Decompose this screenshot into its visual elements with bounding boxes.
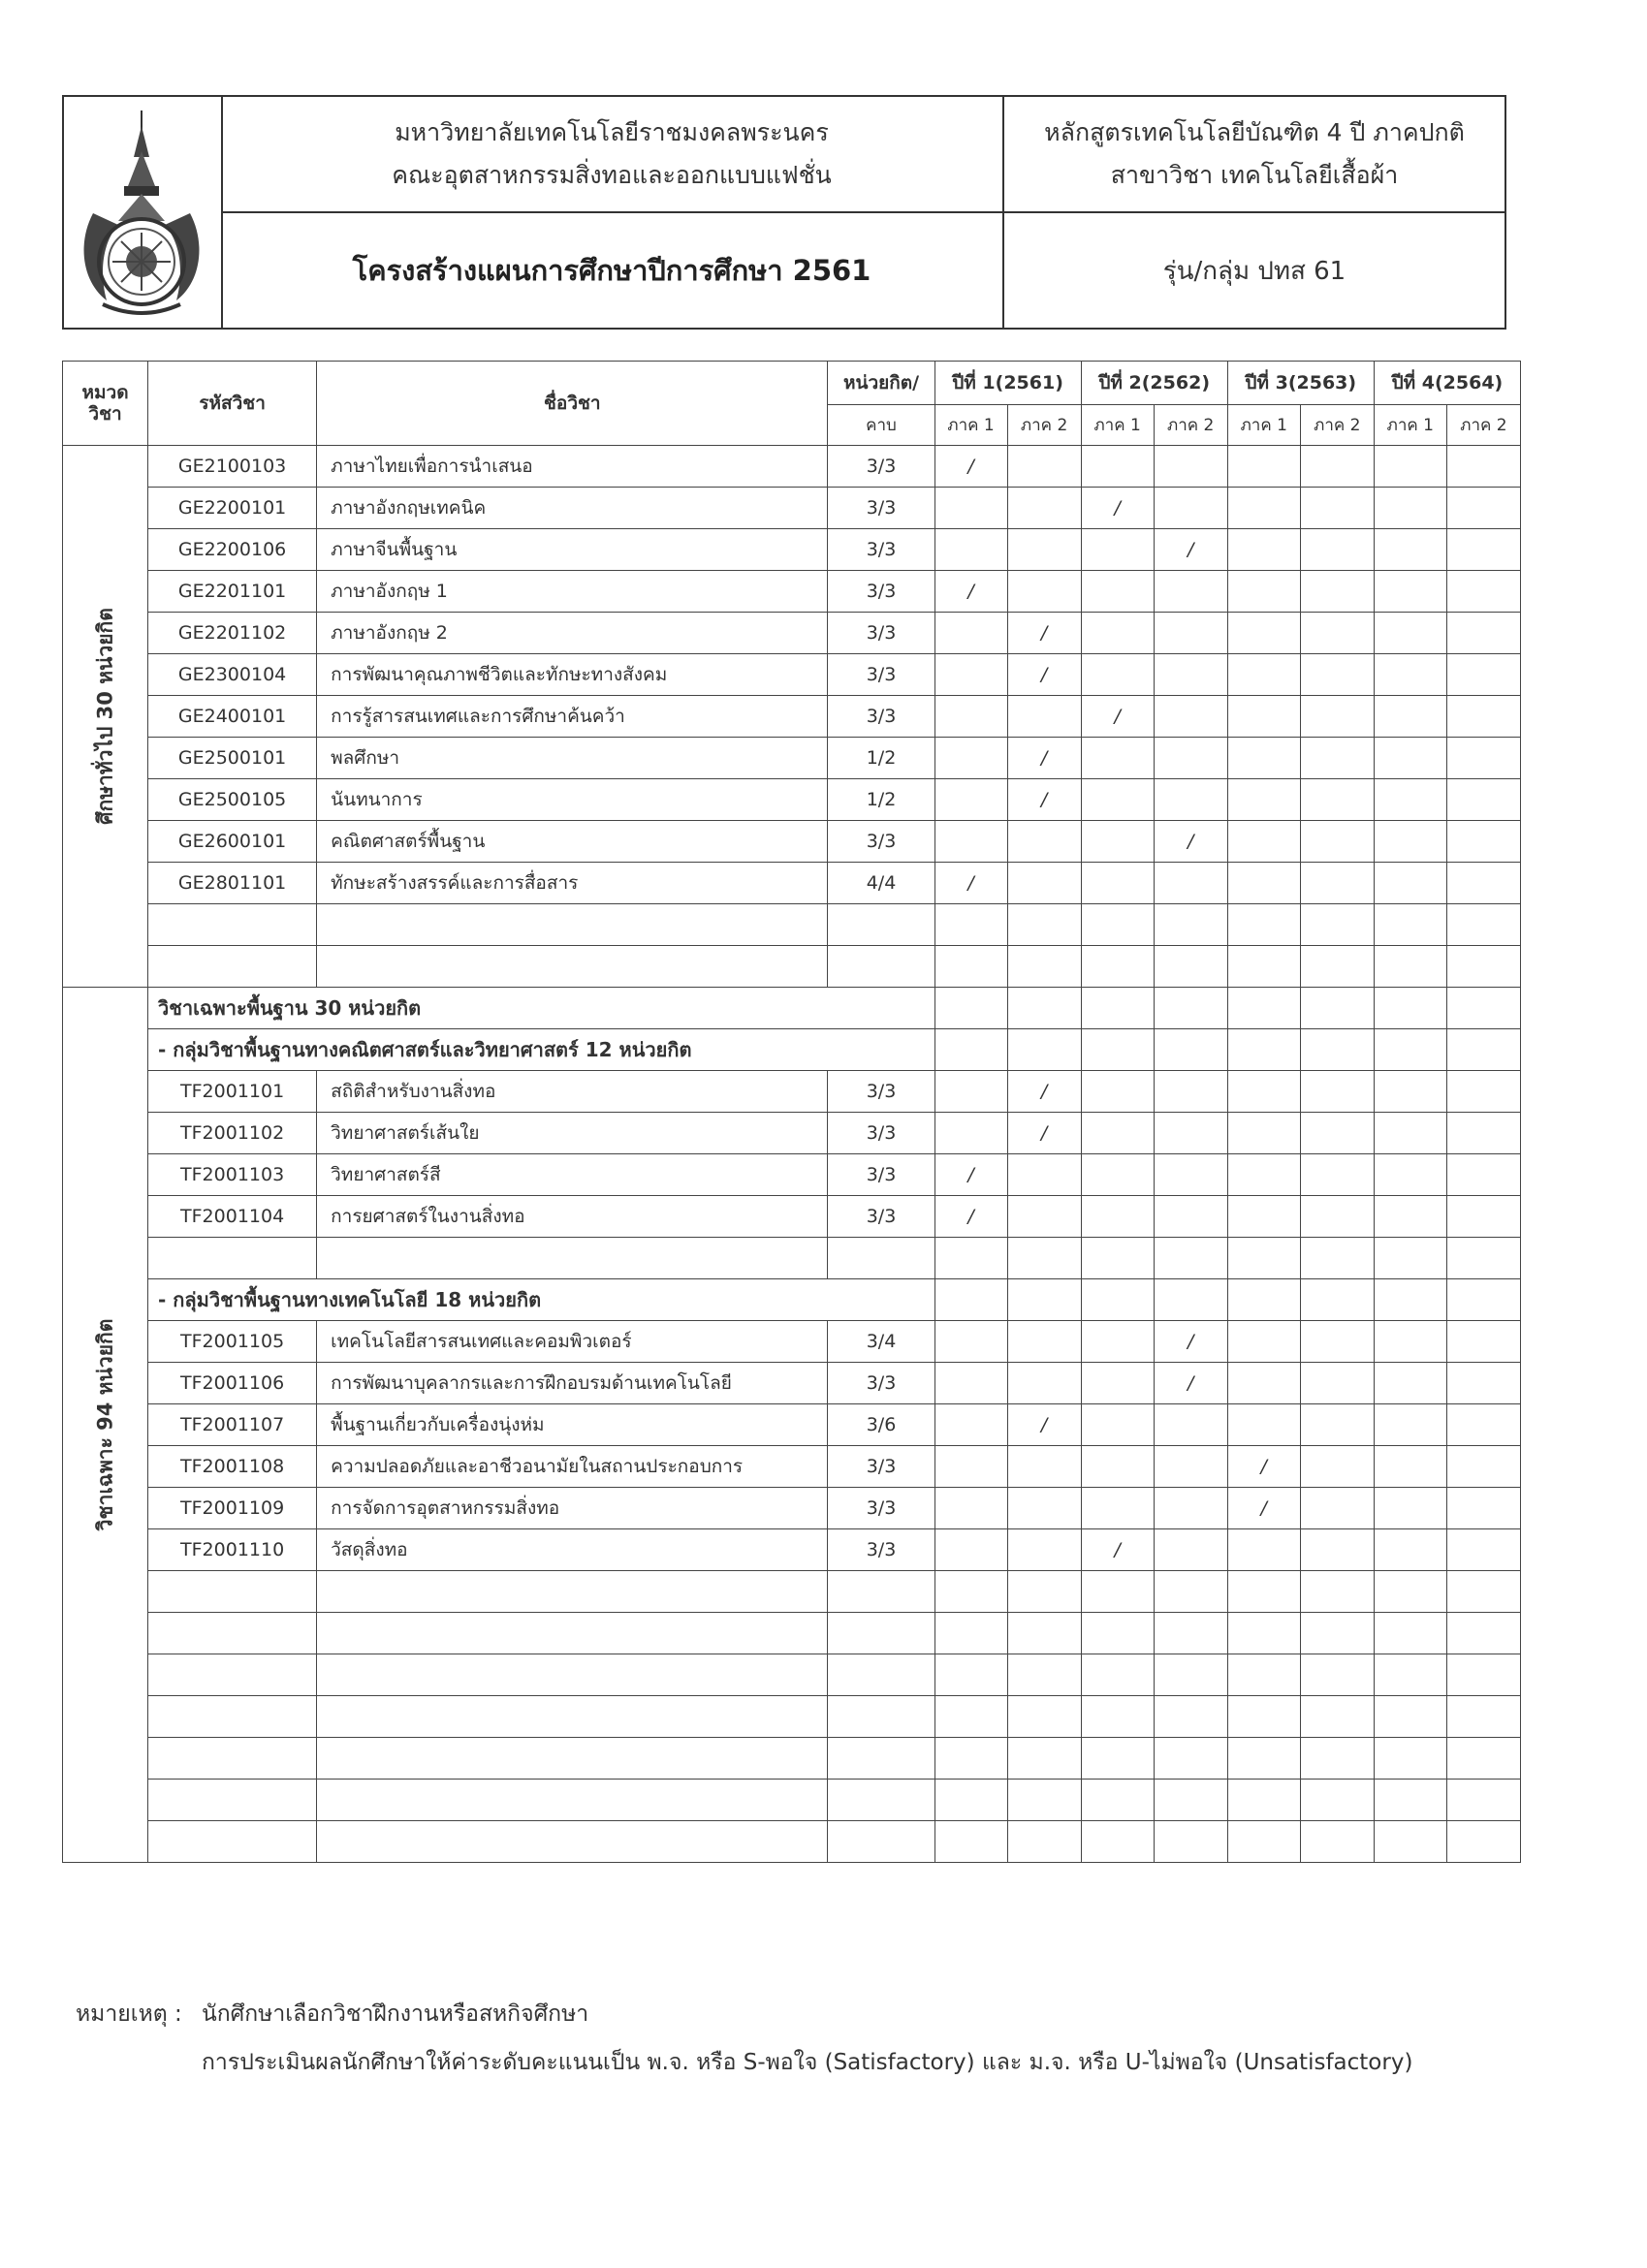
table-row xyxy=(63,738,1521,779)
course-name: นันทนาการ xyxy=(317,779,828,821)
plan-title: โครงสร้างแผนการศึกษาปีการศึกษา 2561 xyxy=(352,254,871,287)
course-code: TF2001102 xyxy=(148,1113,317,1154)
empty-row xyxy=(63,1571,1521,1613)
credit-header: หน่วยกิต/ xyxy=(828,362,934,405)
course-name: วัสดุสิ่งทอ xyxy=(317,1529,828,1571)
empty-row xyxy=(63,1738,1521,1780)
course-credit: 3/3 xyxy=(828,613,934,654)
group-row xyxy=(63,1279,1521,1321)
course-code: TF2001108 xyxy=(148,1446,317,1488)
course-code: GE2100103 xyxy=(148,446,317,488)
course-name: วิทยาศาสตร์เส้นใย xyxy=(317,1113,828,1154)
general-category-label: ศึกษาทั่วไป 30 หน่วยกิต xyxy=(93,608,117,825)
program-block xyxy=(1004,97,1504,213)
empty-row xyxy=(63,946,1521,988)
course-code: GE2300104 xyxy=(148,654,317,696)
term-header: ภาค 1 xyxy=(1227,405,1300,446)
course-credit: 3/3 xyxy=(828,821,934,863)
table-row xyxy=(63,1321,1521,1363)
course-name: ภาษาอังกฤษเทคนิค xyxy=(317,488,828,529)
course-name: การพัฒนาคุณภาพชีวิตและทักษะทางสังคม xyxy=(317,654,828,696)
term-mark: / xyxy=(1007,738,1081,779)
term-header: ภาค 2 xyxy=(1446,405,1520,446)
empty-row xyxy=(63,1613,1521,1654)
group-title: - กลุ่มวิชาพื้นฐานทางคณิตศาสตร์และวิทยาศาสตร์ 12 หน่วยกิต xyxy=(148,1029,934,1071)
course-name: ความปลอดภัยและอาชีวอนามัยในสถานประกอบการ xyxy=(317,1446,828,1488)
table-row xyxy=(63,779,1521,821)
term-mark: / xyxy=(934,446,1007,488)
term-header: ภาค 1 xyxy=(1374,405,1446,446)
term-mark: / xyxy=(934,863,1007,904)
course-code: GE2201101 xyxy=(148,571,317,613)
term-mark: / xyxy=(1081,488,1154,529)
course-credit: 3/3 xyxy=(828,1154,934,1196)
empty-row xyxy=(63,1780,1521,1821)
term-mark: / xyxy=(934,1196,1007,1238)
term-mark: / xyxy=(934,1154,1007,1196)
course-credit: 3/3 xyxy=(828,1113,934,1154)
course-code: GE2200106 xyxy=(148,529,317,571)
plan-title-cell xyxy=(221,213,1004,328)
course-credit: 3/3 xyxy=(828,696,934,738)
term-mark: / xyxy=(1007,1113,1081,1154)
course-code: TF2001101 xyxy=(148,1071,317,1113)
major-name: สาขาวิชา เทคโนโลยีเสื้อผ้า xyxy=(1110,161,1399,189)
course-code: GE2600101 xyxy=(148,821,317,863)
name-header: ชื่อวิชา xyxy=(317,362,828,446)
course-code: GE2500105 xyxy=(148,779,317,821)
group-title: - กลุ่มวิชาพื้นฐานทางเทคโนโลยี 18 หน่วยกิต xyxy=(148,1279,934,1321)
table-row xyxy=(63,863,1521,904)
table-row xyxy=(63,571,1521,613)
term-header: ภาค 1 xyxy=(1081,405,1154,446)
course-credit: 3/3 xyxy=(828,1488,934,1529)
section-row xyxy=(63,988,1521,1029)
table-row xyxy=(63,1529,1521,1571)
course-credit: 1/2 xyxy=(828,779,934,821)
university-name: มหาวิทยาลัยเทคโนโลยีราชมงคลพระนคร xyxy=(395,118,829,146)
course-credit: 3/3 xyxy=(828,529,934,571)
course-code: GE2400101 xyxy=(148,696,317,738)
empty-row xyxy=(63,1696,1521,1738)
term-mark: / xyxy=(1007,1071,1081,1113)
note-text-2: การประเมินผลนักศึกษาให้ค่าระดับคะแนนเป็น พ.จ. หรือ S-พอใจ (Satisfactory) และ ม.จ. หรือ U-ไม่พอใจ (Unsatisfactory) xyxy=(202,2050,1413,2075)
course-credit: 3/3 xyxy=(828,654,934,696)
document-header xyxy=(62,95,1506,330)
year-3-header: ปีที่ 3(2563) xyxy=(1227,362,1374,405)
table-row xyxy=(63,1113,1521,1154)
empty-row xyxy=(63,1821,1521,1863)
table-row xyxy=(63,1363,1521,1404)
term-header: ภาค 1 xyxy=(934,405,1007,446)
year-4-header: ปีที่ 4(2564) xyxy=(1374,362,1520,405)
course-name: การพัฒนาบุคลากรและการฝึกอบรมด้านเทคโนโลยี xyxy=(317,1363,828,1404)
table-row xyxy=(63,488,1521,529)
university-logo-cell xyxy=(64,97,223,328)
course-code: TF2001106 xyxy=(148,1363,317,1404)
note-line-1 xyxy=(76,1997,588,2032)
general-category-cell xyxy=(63,446,148,988)
course-name: วิทยาศาสตร์สี xyxy=(317,1154,828,1196)
course-name: ทักษะสร้างสรรค์และการสื่อสาร xyxy=(317,863,828,904)
specific-category-cell xyxy=(63,988,148,1863)
table-row xyxy=(63,1071,1521,1113)
term-mark: / xyxy=(1154,821,1227,863)
empty-row xyxy=(63,1238,1521,1279)
course-name: ภาษาไทยเพื่อการนำเสนอ xyxy=(317,446,828,488)
term-mark: / xyxy=(1081,696,1154,738)
category-header: หมวด วิชา xyxy=(63,362,148,446)
term-mark: / xyxy=(1081,1529,1154,1571)
table-row xyxy=(63,1446,1521,1488)
group-cell xyxy=(1004,213,1504,328)
term-mark: / xyxy=(1154,529,1227,571)
term-mark: / xyxy=(1227,1488,1300,1529)
year-2-header: ปีที่ 2(2562) xyxy=(1081,362,1227,405)
course-name: การยศาสตร์ในงานสิ่งทอ xyxy=(317,1196,828,1238)
course-credit: 3/3 xyxy=(828,571,934,613)
section-title: วิชาเฉพาะพื้นฐาน 30 หน่วยกิต xyxy=(148,988,934,1029)
term-mark: / xyxy=(1154,1321,1227,1363)
course-name: ภาษาอังกฤษ 1 xyxy=(317,571,828,613)
group-row xyxy=(63,1029,1521,1071)
course-credit: 3/3 xyxy=(828,1446,934,1488)
table-row xyxy=(63,1196,1521,1238)
faculty-name: คณะอุตสาหกรรมสิ่งทอและออกแบบแฟชั่น xyxy=(392,161,832,189)
term-header: ภาค 2 xyxy=(1007,405,1081,446)
notes-label: หมายเหตุ : xyxy=(76,2001,182,2027)
course-credit: 3/3 xyxy=(828,446,934,488)
table-row xyxy=(63,654,1521,696)
table-row xyxy=(63,1404,1521,1446)
note-text-1: นักศึกษาเลือกวิชาฝึกงานหรือสหกิจศึกษา xyxy=(202,2001,589,2027)
table-row xyxy=(63,613,1521,654)
term-header: ภาค 2 xyxy=(1154,405,1227,446)
course-name: การรู้สารสนเทศและการศึกษาค้นคว้า xyxy=(317,696,828,738)
term-mark: / xyxy=(1007,613,1081,654)
table-row xyxy=(63,1488,1521,1529)
empty-row xyxy=(63,1654,1521,1696)
term-mark: / xyxy=(1007,654,1081,696)
table-row xyxy=(63,446,1521,488)
course-code: TF2001104 xyxy=(148,1196,317,1238)
year-1-header: ปีที่ 1(2561) xyxy=(934,362,1081,405)
term-mark: / xyxy=(1007,1404,1081,1446)
course-credit: 3/3 xyxy=(828,488,934,529)
term-mark: / xyxy=(1154,1363,1227,1404)
course-credit: 3/3 xyxy=(828,1071,934,1113)
course-credit: 3/4 xyxy=(828,1321,934,1363)
course-credit: 3/6 xyxy=(828,1404,934,1446)
term-mark: / xyxy=(1007,779,1081,821)
period-header: คาบ xyxy=(828,405,934,446)
course-name: คณิตศาสตร์พื้นฐาน xyxy=(317,821,828,863)
course-code: TF2001107 xyxy=(148,1404,317,1446)
program-name: หลักสูตรเทคโนโลยีบัณฑิต 4 ปี ภาคปกติ xyxy=(1044,118,1465,146)
course-name: ภาษาจีนพื้นฐาน xyxy=(317,529,828,571)
table-row xyxy=(63,821,1521,863)
table-row xyxy=(63,1154,1521,1196)
term-mark: / xyxy=(934,571,1007,613)
empty-row xyxy=(63,904,1521,946)
code-header: รหัสวิชา xyxy=(148,362,317,446)
table-row xyxy=(63,696,1521,738)
course-credit: 3/3 xyxy=(828,1196,934,1238)
course-code: TF2001109 xyxy=(148,1488,317,1529)
university-emblem-icon xyxy=(64,97,219,328)
term-header: ภาค 2 xyxy=(1300,405,1374,446)
course-name: การจัดการอุตสาหกรรมสิ่งทอ xyxy=(317,1488,828,1529)
term-mark: / xyxy=(1227,1446,1300,1488)
course-name: สถิติสำหรับงานสิ่งทอ xyxy=(317,1071,828,1113)
course-credit: 4/4 xyxy=(828,863,934,904)
course-credit: 3/3 xyxy=(828,1529,934,1571)
table-row xyxy=(63,529,1521,571)
course-code: GE2201102 xyxy=(148,613,317,654)
course-code: TF2001110 xyxy=(148,1529,317,1571)
course-name: เทคโนโลยีสารสนเทศและคอมพิวเตอร์ xyxy=(317,1321,828,1363)
course-credit: 3/3 xyxy=(828,1363,934,1404)
course-code: TF2001103 xyxy=(148,1154,317,1196)
course-code: GE2801101 xyxy=(148,863,317,904)
course-name: พื้นฐานเกี่ยวกับเครื่องนุ่งห่ม xyxy=(317,1404,828,1446)
group-label: รุ่น/กลุ่ม ปทส 61 xyxy=(1162,256,1346,286)
course-code: GE2500101 xyxy=(148,738,317,779)
curriculum-table xyxy=(62,361,1521,1863)
course-code: GE2200101 xyxy=(148,488,317,529)
course-name: ภาษาอังกฤษ 2 xyxy=(317,613,828,654)
course-credit: 1/2 xyxy=(828,738,934,779)
course-code: TF2001105 xyxy=(148,1321,317,1363)
course-name: พลศึกษา xyxy=(317,738,828,779)
specific-category-label: วิชาเฉพาะ 94 หน่วยกิต xyxy=(93,1318,117,1531)
university-block xyxy=(221,97,1004,213)
